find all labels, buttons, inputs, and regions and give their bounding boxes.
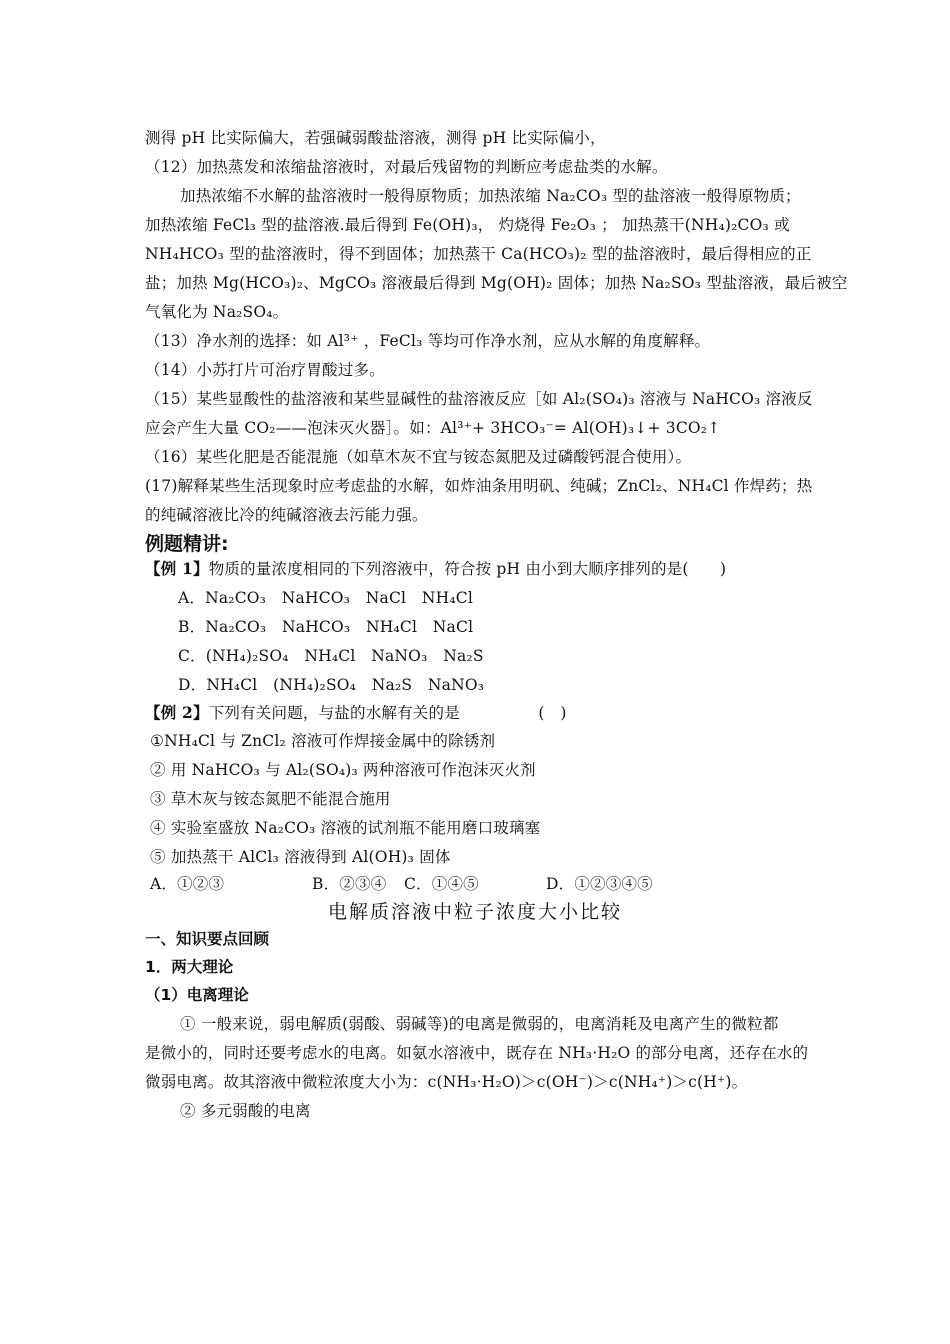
example-1-question	[145, 559, 815, 579]
example-2-item: ①NH₄Cl 与 ZnCl₂ 溶液可作焊接金属中的除锈剂	[150, 732, 496, 750]
text-line: 应会产生大量 CO₂——泡沫灭火器］。如：Al³⁺+ 3HCO₃⁻= Al(OH)₃↓+ 3CO₂↑	[145, 419, 721, 437]
example-2-item: ⑤ 加热蒸干 AlCl₃ 溶液得到 Al(OH)₃ 固体	[150, 848, 451, 866]
text-line: 盐；加热 Mg(HCO₃)₂、MgCO₃ 溶液最后得到 Mg(OH)₂ 固体；加热 Na₂SO₃ 型盐溶液，最后被空	[145, 274, 848, 292]
examples-heading: 例题精讲:	[145, 533, 229, 555]
example-2-answer-c: C．①④⑤	[404, 875, 479, 893]
text-line: 微弱电离。故其溶液中微粒浓度大小为：c(NH₃·H₂O)＞c(OH⁻)＞c(NH₄⁺)＞c(H⁺)。	[145, 1073, 748, 1091]
text-line: ② 多元弱酸的电离	[180, 1102, 311, 1120]
subheading: （1）电离理论	[145, 986, 249, 1004]
example-1-option-b: B．Na₂CO₃ NaHCO₃ NH₄Cl NaCl	[178, 618, 474, 636]
example-1-option-d: D．NH₄Cl (NH₄)₂SO₄ Na₂S NaNO₃	[178, 676, 485, 694]
example-2-answer-b: B．②③④	[312, 875, 387, 893]
text-line: （16）某些化肥是否能混施（如草木灰不宜与铵态氮肥及过磷酸钙混合使用）。	[145, 448, 692, 466]
example-2-item: ③ 草木灰与铵态氮肥不能混合施用	[150, 790, 391, 808]
text-line: 是微小的，同时还要考虑水的电离。如氨水溶液中，既存在 NH₃·H₂O 的部分电离，还存在水的	[145, 1044, 809, 1062]
example-2-item: ② 用 NaHCO₃ 与 Al₂(SO₄)₃ 两种溶液可作泡沫灭火剂	[150, 761, 536, 779]
text-line: NH₄HCO₃ 型的盐溶液时，得不到固体；加热蒸干 Ca(HCO₃)₂ 型的盐溶液时，最后得相应的正	[145, 245, 812, 263]
example-1-option-c: C．(NH₄)₂SO₄ NH₄Cl NaNO₃ Na₂S	[178, 647, 484, 665]
text-line: （15）某些显酸性的盐溶液和某些显碱性的盐溶液反应［如 Al₂(SO₄)₃ 溶液与 NaHCO₃ 溶液反	[145, 390, 813, 408]
example-1-option-a: A．Na₂CO₃ NaHCO₃ NaCl NH₄Cl	[178, 589, 474, 607]
text-line: 的纯碱溶液比冷的纯碱溶液去污能力强。	[145, 506, 428, 524]
example-1-text: 物质的量浓度相同的下列溶液中，符合按 pH 由小到大顺序排列的是( )	[208, 560, 727, 578]
text-line: 测得 pH 比实际偏大，若强碱弱酸盐溶液，测得 pH 比实际偏小，	[145, 129, 606, 147]
text-line: 加热浓缩不水解的盐溶液时一般得原物质；加热浓缩 Na₂CO₃ 型的盐溶液一般得原物质；	[180, 187, 801, 205]
example-2-answer-a: A．①②③	[150, 875, 225, 893]
example-2-tag: 【例 2】	[145, 703, 209, 722]
text-line: ① 一般来说，弱电解质(弱酸、弱碱等)的电离是微弱的，电离消耗及电离产生的微粒都	[180, 1015, 779, 1033]
text-line: 加热浓缩 FeCl₃ 型的盐溶液.最后得到 Fe(OH)₃， 灼烧得 Fe₂O₃ ； 加热蒸干(NH₄)₂CO₃ 或	[145, 216, 790, 234]
example-2-text: 下列有关问题，与盐的水解有关的是 ( )	[208, 704, 567, 722]
text-line: （14）小苏打片可治疗胃酸过多。	[145, 361, 385, 379]
text-line: （13）净水剂的选择：如 Al³⁺ ，FeCl₃ 等均可作净水剂，应从水解的角度解释。	[145, 332, 711, 350]
example-2-question	[145, 703, 815, 723]
text-line: 气氧化为 Na₂SO₄。	[145, 303, 289, 321]
example-2-answer-d: D．①②③④⑤	[546, 875, 653, 893]
subheading: 一、知识要点回顾	[145, 930, 270, 948]
section-title: 电解质溶液中粒子浓度大小比较	[327, 901, 622, 923]
text-line: （12）加热蒸发和浓缩盐溶液时，对最后残留物的判断应考虑盐类的水解。	[145, 158, 668, 176]
text-line: (17)解释某些生活现象时应考虑盐的水解，如炸油条用明矾、纯碱；ZnCl₂、NH₄Cl 作焊药；热	[145, 477, 813, 495]
example-2-item: ④ 实验室盛放 Na₂CO₃ 溶液的试剂瓶不能用磨口玻璃塞	[150, 819, 541, 837]
subheading: 1．两大理论	[145, 958, 234, 976]
example-1-tag: 【例 1】	[145, 559, 209, 578]
